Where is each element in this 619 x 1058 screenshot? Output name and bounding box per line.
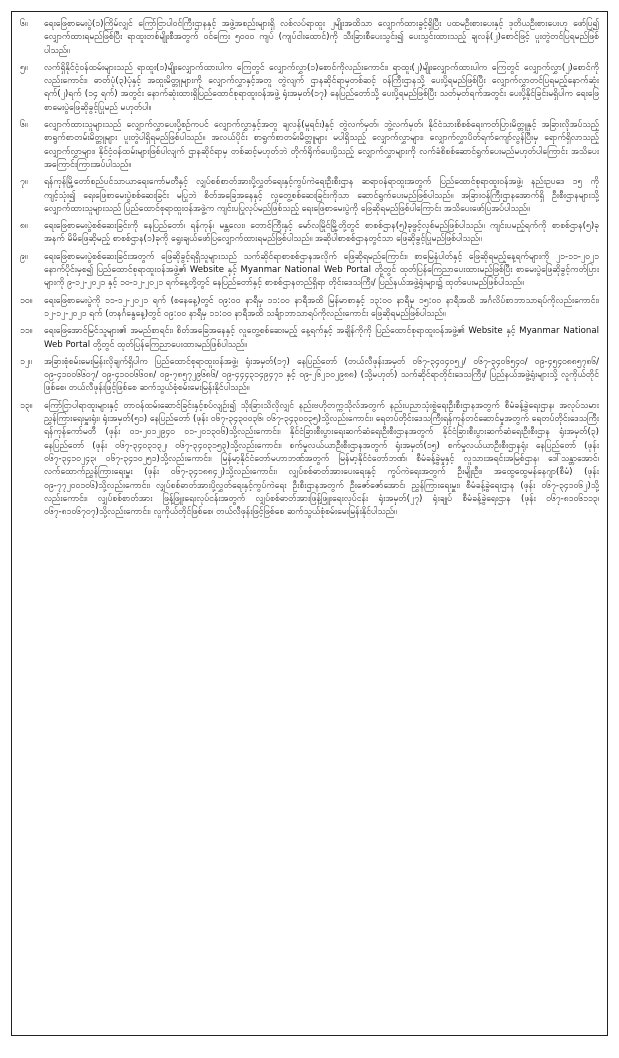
paragraph-number: ၅။ [20,62,28,73]
paragraph-text: လက်ရှိနိုင်ငံ့ဝန်ထမ်းများသည် ရာထူး(၁)မျိုးလျှောက်ထားပါက ကြေတွင် လျှောက်လွှာ(၁)စောင်ကိုလည်းကောင်း၊ ရာထူး(၂)မျိုးလျှောက်ထားပါက ကြေတွင် လျှောက်လွှာ(၂)စောင်ကိုလည်းကောင်း၊ ဓာတ်ပုံ(၃)ပုံနှင့် အထူးမိတ္တူများကို လျှောက်လွှာနှင့်အတူ တွဲလျက် ဌာနဆိုင်ရာမှတစ်ဆင့် ဝန်ကြီးဌာနသို့ ပေးပို့ရမည်ဖြစ်ပြီး လျှောက်လွှာတင်ပြရမည့်နောက်ဆုံးရက်(၂)ရက် (၁၄ ရက်) အတွင်း နောက်ဆုံးထားရှိပြည်ထောင်စုရာထူးဝန်အဖွဲ့ ရုံးအမှတ်(၁၇) နေပြည်တော်သို့ ပေးပို့ရမည်ဖြစ်ပြီး သတ်မှတ်ရက်အတွင်း ပေးပို့နိုင်ခြင်းမရှိပါက ရေးဖြေစာမေးပွဲဖြေဆိုခွင့်ပြုမည် မဟုတ်ပါ။ [44,62,599,113]
paragraph-number: ၆။ [20,120,28,131]
paragraph-text: ရေးဖြေစာမေးပွဲစစ်ဆေးခြင်းကို နေပြည်တော်၊ ရန်ကုန်၊ မန္တလေး၊ တောင်ကြီးနှင့် မော်လမြိုင်မြို့တို့တွင် စာစစ်ဌာန(၅)ခုဖွင့်လှစ်မည်ဖြစ်ပါသည်။ ကျင်းပမည့်ရက်ကို စာစစ်ဌာန(၅)ခုအနက် မိမိဖြေဆိုမည့် စာစစ်ဌာန(၁)ခုကို ရွေးချယ်ဖော်ပြလျှောက်ထားရမည်ဖြစ်ပါသည်။ အဆိုပါစာစစ်ဌာနတွင်သာ ဖြေဆိုခွင့်ပြုမည်ဖြစ်ပါသည်။ [44,221,599,245]
paragraph-text: အခြားစုံစမ်းမေးမြန်းလိုချက်ရှိပါက ပြည်ထောင်စုရာထူးဝန်အဖွဲ့၊ ရုံးအမှတ်(၁၇) နေပြည်တော် (တယ်လီဖုန်းအမှတ် ၀၆၇-၃၄၀၄၀၅၂/ ၀၆၇-၃၄၀၆၅၄၀/ ၀၉-၄၅၄၀၈၈၅၇၈၆/ ၀၉-၄၁၀၀၆၆၀၇/ ၀၉-၄၁၀၀၆၆၀၈/ ၀၉-၇၈၅၇၂၉၆၈၆/ ၀၉-၄၄၄၃၁၄၉၄၇၁ နှင့် ၀၉-၂၆၂၁၀၂၉၈၈) (သို့မဟုတ်) သက်ဆိုင်ရာတိုင်းဒေသကြီး/ ပြည်နယ်အဖွဲ့ရုံးများသို့ လူကိုယ်တိုင်ဖြစ်စေ၊ တယ်လီဖုန်းဖြင့်ဖြစ်စေ ဆက်သွယ်စုံစမ်းမေးမြန်းနိုင်ပါသည်။ [44,356,599,394]
paragraph-number: ၁၃။ [20,400,33,411]
paragraph-text: ကြော်ငြာပါရာထူးများနှင့် တာဝန်ထမ်းဆောင်ခြင်းနှင့်စပ်လျဉ်း၍ သိုးခြားသိလိုလျှင် နည်းဗဟိုတက္ကသိုလ်အတွက် နည်းပညာသုံးစွဲရေးဦးစီးဌာနအတွက် စီမံခန့်ခွဲရေးဌာန၊ အလုပ်သမားညွှန်ကြားရေးမှူးရုံး၊ ရုံးအမှတ်(၅၁) နေပြည်တော် (ဖုန်း ၀၆၇-၃၄၃၀၀၃၆၊ ၀၆၇-၃၄၃၀၀၃၅)သို့လည်းကောင်း၊ ရေတပ်တိုင်းဒေသကြီးရန်ကုန်တင်ဆောင်မှုအတွက် ရေတပ်တိုင်းဒေသကြီးရန်ကုန်ကော်မတီ (ဖုန်း ၀၁-၂၀၁၂၉၄၀ ၀၁-၂၀၁၃၀၆)သို့လည်းကောင်း၊ နိုင်ငံခြားစီးပွားရေးဆက်ဆံရေးဦးစီးဌာနအတွက် နိုင်ငံခြားစီးပွားဆက်ဆံရေးဦးစီးဌာန ရုံးအမှတ်(၃) နေပြည်တော် (ဖုန်း ၀၆၇-၃၄၀၃၁၃၂၊ ၀၆၇-၃၄၀၃၁၅၃)သို့လည်းကောင်း၊ စက်မှုလယ်ယာဦးစီးဌာနအတွက် ရုံးအမှတ်(၁၅) စက်မှုလယ်ယာဦးစီးဌာနရုံး နေပြည်တော် (ဖုန်း ၀၆၇-၃၄၁၀၂၄၃၊ ၀၆၇-၃၄၁၀၂၅၁)သို့လည်းကောင်း၊ မြန်မာ့နိုင်ငံတော်မဟာဘဏ်အတွက် မြန်မာ့နိုင်ငံတော်ဘဏ်၊ စီမံခန့်ခွဲမှုနှင့် လူသားအရင်းအမြစ်ဌာန၊ ဒေါ်သန္တာအောင်၊ လက်ထောက်ညွှန်ကြားရေးမှူး (ဖုန်း ၀၆၇-၃၄၁၈၈၄၂)သို့လည်းကောင်း၊ လျှပ်စစ်ဓာတ်အားပေးရေးနှင့် ကွပ်ကဲရေးအတွက် ဦးမျိုးဦး၊ အထွေထွေမန်နေဂျာ(စီမံ) (ဖုန်း ၀၉-၇၇၂၀၀၁၀၆)သို့လည်းကောင်း၊ လျှပ်စစ်ဓာတ်အားပို့လွှတ်ရေးနှင့်ကွပ်ကဲရေး ဦးစီးဌာနအတွက် ဦးဇော်ဇော်အောင်၊ ညွှန်ကြားရေးမှူး၊ စီမံခန့်ခွဲရေးဌာန (ဖုန်း ၀၆၇-၃၄၁၀၆၂)သို့လည်းကောင်း၊ လျှပ်စစ်စာတ်အား ဖြန့်ဖြူးရေးလုပ်ငန်းအတွက် လျှပ်စစ်ဓာတ်အားဖြန့်ဖြူးရေးလုပ်ငန်း ရုံးအမှတ်(၂၇) ရုံးချုပ် စီမံခန့်ခွဲရေးဌာန (ဖုန်း ၀၆၇-၈၁၀၆၁၁၃၊ ၀၆၇-၈၁၀၆၇၀၇)သို့လည်းကောင်း၊ လူကိုယ်တိုင်ဖြစ်စေ၊ တယ်လီဖုန်းဖြင့်ဖြစ်စေ ဆက်သွယ်စုံစမ်းမေးမြန်းနိုင်ပါသည်။ [44,400,599,518]
paragraph-text: ရေးဖြေစာမေးပွဲကို ၁၁-၁၂-၂၀၂၁ ရက် (စနေနေ့)တွင် ၀၉:၀၀ နာရီမှ ၁၁:၀၀ နာရီအထိ မြန်မာစာနှင့် ၁၃:၀၀ နာရီမှ ၁၅:၀၀ နာရီအထိ အင်္ဂလိပ်စာဘာသာရပ်ကိုလည်းကောင်း၊ ၁၂-၁၂-၂၀၂၁ ရက် (တနင်္ဂနွေနေ့)တွင် ၀၉:၀၀ နာရီမှ ၁၁:၀၀ နာရီအထိ သင်္ချာဘာသာရပ်ကိုလည်းကောင်း ဖြေဆိုရမည်ဖြစ်ပါသည်။ [44,295,599,319]
paragraph-text: ရေးဖြေစာမေးပွဲ(၁)ကြိမ်လျှင် ကြော်ငြာပါဝင်ကြီးဌာနနှင့် အဖွဲ့အစည်းများရှိ လစ်လပ်ရာထူး ၂မျိုးအထိသာ လျှောက်ထားခွင့်ရှိပြီး ပထမဦးစားပေးနှင့် ဒုတိယဦးစားပေးဟု ဖော်ပြ၍ လျှောက်ထားရမည်ဖြစ်ပြီး ရာထူးတစ်မျိုးစီအတွက် ဝင်ကြေး ၅၀၀၀ ကျပ် (ကျပ်ငါးထောင်)ကို သီးခြားစီပေးသွင်း၍ ပေးသွင်းထားသည့် ချလန်(၂)စောင်ဖြင့် ပူးတွဲတင်ပြရမည်ဖြစ်ပါသည်။ [44,19,599,56]
paragraph-12 [20,356,599,396]
paragraph-9 [20,251,599,291]
paragraph-7 [20,176,599,216]
paragraph-number: ၇။ [20,177,28,188]
paragraph-number: ၈။ [20,221,28,232]
paragraph-number: ၆။ [20,19,28,29]
paragraph-number: ၁၂။ [20,356,32,367]
paragraph-4 [20,18,599,58]
paragraph-6 [20,119,599,172]
paragraph-number: ၁၁။ [20,326,33,337]
paragraph-number: ၉။ [20,251,28,262]
paragraph-text: ရေးဖြေစာမေးပွဲစစ်ဆေးခြင်းအတွက် ဖြေဆိုခွင့်ရရှိသူများသည် သက်ဆိုင်ရာစာစစ်ဌာနအလိုက် ဖြေဆိုရမည်ကြောင်း၊ စာမြေနံပါတ်နှင့် ဖြေဆိုရမည့်နေ့ရက်များကို ၂၁-၁၁-၂၀၂၁ နောက်ပိုင်းမှစ၍ ပြည်ထောင်စုရာထူးဝန်အဖွဲ့၏ Website နှင့် Myanmar National Web Portal တို့တွင် ထုတ်ပြန်ကြေညာပေးထားမည်ဖြစ်ပြီး စာမေးပွဲဖြေဆိုခွင့်ကတ်ပြားများကို ၉-၁၂-၂၀၂၁ နှင့် ၁၀-၁၂-၂၀၂၁ ရက်နေ့တို့တွင် နေပြည်တော်နှင့် စာစစ်ဌာနတည်ရှိရာ တိုင်းဒေသကြီး/ ပြည်နယ်အဖွဲ့ရုံးများ၌ ထုတ်ပေးမည်ဖြစ်ပါသည်။ [44,251,599,289]
paragraph-text: ရေးဖြေအောင်မြင်သူများ၏ အမည်စာရင်း၊ စိတ်အခြေအနေနှင့် လူတွေ့စစ်ဆေးမည့် နေ့ရက်နှင့် အချိန်ကိုကို ပြည်ထောင်စုရာထူးဝန်အဖွဲ့၏ Website နှင့် Myanmar National Web Portal တို့တွင် ထုတ်ပြန်ကြေညာပေးထားမည်ဖြစ်ပါသည်။ [44,326,599,350]
paragraph-5 [20,62,599,115]
paragraph-number: ၁၀။ [20,295,33,306]
paragraph-text: ရန်ကုန်မြို့တော်စည်ပင်သာယာရေးကော်မတီနှင့် လျှပ်စစ်စာတ်အားပို့လွှတ်ရေးနှင့်ကွပ်ကဲရေးဦးစီးဌာန ဆရာဝန်ရာထူးအတွက် ပြည်ထောင်စုရာထူးဝန်အဖွဲ့၊ နည်းဥပဒေ ၁၅ ကို ကျင့်သုံး၍ ရေးဖြေစာမေးပွဲစစ်ဆေးခြင်း မပြုဘဲ စိတ်အခြေအနေနှင့် လူတွေ့စစ်ဆေးခြင်းကိုသာ ဆောင်ရွက်ပေးမည်ဖြစ်ပါသည်။ အခြားဝန်ကြီးဌာနအောက်ရှိ ဦးစီးဌာနများသို့ လျှောက်ထားသူများသည် ပြည်ထောင်စုရာထူးဝန်အဖွဲ့က ကျင်းပပြုလုပ်မည်ဖြစ်သည့် ရေးဖြေစာမေးပွဲကို ဖြေဆိုရမည်ဖြစ်ပါကြောင်း အသိပေးဖော်ပြအပ်ပါသည်။ [44,177,599,214]
paragraph-8 [20,220,599,247]
paragraph-text: လျှောက်ထားသူများသည် လျှောက်လွှာပေးပို့စဉ်ကပင် လျှောက်လွှာနှင့်အတူ ချလန်(မူရင်း)နှင့် တွဲလက်မှတ်၊ ဘွဲ့လက်မှတ်၊ နိုင်ငံသားစိစစ်ရေးကတ်ပြားမိတ္တူနှင့် အခြားလိုအပ်သည့်စာရွက်စာတမ်းမိတ္တူများ ပူးတွဲပါရှိရမည်ဖြစ်ပါသည်။ အလယ်ပိုင်း စာရွက်စာတမ်းမိတ္တူများ မပါရှိသည့် လျှောက်လွှာများ၊ လျှောက်လွှာပိတ်ရက်ကျော်လွန်ပြီးမှ ရောက်ရှိလာသည့် လျှောက်လွှာများ၊ နိုင်ငံ့ဝန်ထမ်းများဖြစ်ပါလျက် ဌာနဆိုင်ရာမှ တစ်ဆင့်မဟုတ်ဘဲ တိုက်ရိုက်ပေးပို့သည့် လျှောက်လွှာများကို လက်ခံစိစစ်ဆောင်ရွက်ပေးမည်မဟုတ်ပါကြောင်း အသိပေးအကြောင်းကြားအပ်ပါသည်။ [44,120,599,170]
document-page [11,11,608,1036]
paragraph-11 [20,325,599,352]
paragraph-13 [20,400,599,520]
paragraph-10 [20,295,599,322]
